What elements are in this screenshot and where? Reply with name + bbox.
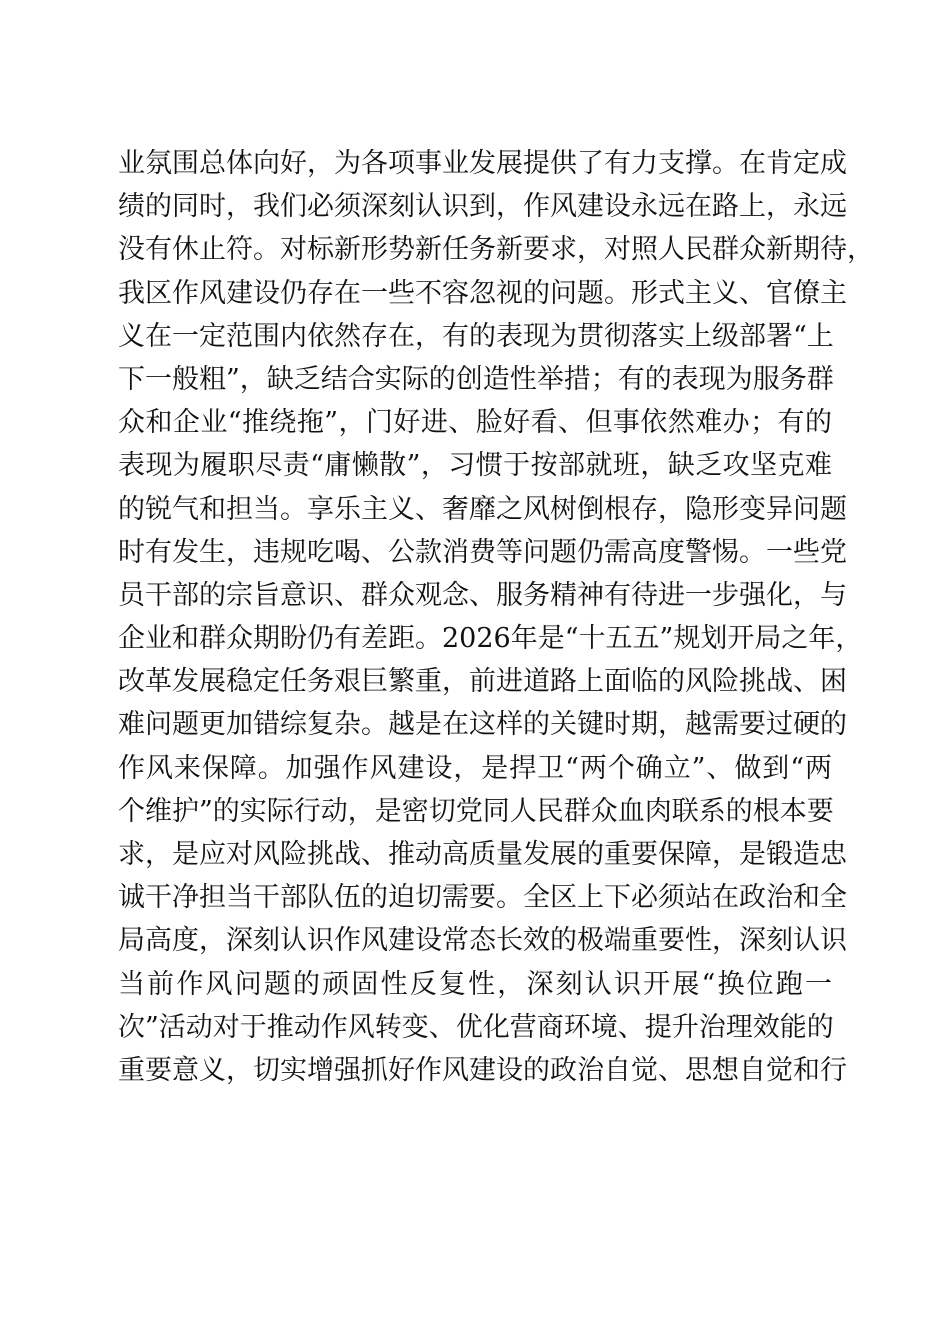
text-line-22: 重要意义，切实增强抓好作风建设的政治自觉、思想自觉和行 [118, 1054, 847, 1086]
text-line-21: 次”活动对于推动作风转变、优化营商环境、提升治理效能的 [118, 1011, 834, 1043]
text-line-9: 的锐气和担当。享乐主义、奢靡之风树倒根存，隐形变异问题 [118, 493, 847, 525]
text-line-1: 业氛围总体向好，为各项事业发展提供了有力支撑。在肯定成 [118, 148, 847, 179]
text-line-8: 表现为履职尽责“庸懒散”，习惯于按部就班，缺乏攻坚克难 [118, 450, 832, 482]
text-line-5: 义在一定范围内依然存在，有的表现为贯彻落实上级部署“上 [118, 320, 834, 352]
text-line-4: 我区作风建设仍存在一些不容忽视的问题。形式主义、官僚主 [118, 277, 847, 309]
text-line-6: 下一般粗”，缺乏结合实际的创造性举措；有的表现为服务群 [118, 363, 834, 395]
text-line-7: 众和企业“推绕拖”，门好进、脸好看、但事依然难办；有的 [118, 407, 832, 439]
text-line-3: 没有休止符。对标新形势新任务新要求，对照人民群众新期待， [118, 234, 874, 266]
text-line-16: 个维护”的实际行动，是密切党同人民群众血肉联系的根本要 [118, 795, 834, 827]
text-line-13: 改革发展稳定任务艰巨繁重，前进道路上面临的风险挑战、困 [118, 666, 847, 698]
text-line-17: 求，是应对风险挑战、推动高质量发展的重要保障，是锻造忠 [118, 839, 847, 870]
text-line-10: 时有发生，违规吃喝、公款消费等问题仍需高度警惕。一些党 [118, 536, 847, 568]
text-line-12: 企业和群众期盼仍有差距。2026年是“十五五”规划开局之年， [118, 623, 863, 655]
text-line-18: 诚干净担当干部队伍的迫切需要。全区上下必须站在政治和全 [118, 882, 847, 914]
text-line-2: 绩的同时，我们必须深刻认识到，作风建设永远在路上，永远 [118, 191, 847, 223]
text-line-15: 作风来保障。加强作风建设，是捍卫“两个确立”、做到“两 [118, 752, 832, 784]
text-line-19: 局高度，深刻认识作风建设常态长效的极端重要性，深刻认识 [118, 925, 847, 957]
text-line-14: 难问题更加错综复杂。越是在这样的关键时期，越需要过硬的 [118, 709, 847, 741]
body-paragraph [118, 142, 874, 1092]
text-line-20: 当前作风问题的顽固性反复性，深刻认识开展“换位跑一 [118, 968, 832, 1000]
text-line-11: 员干部的宗旨意识、群众观念、服务精神有待进一步强化，与 [118, 579, 847, 611]
